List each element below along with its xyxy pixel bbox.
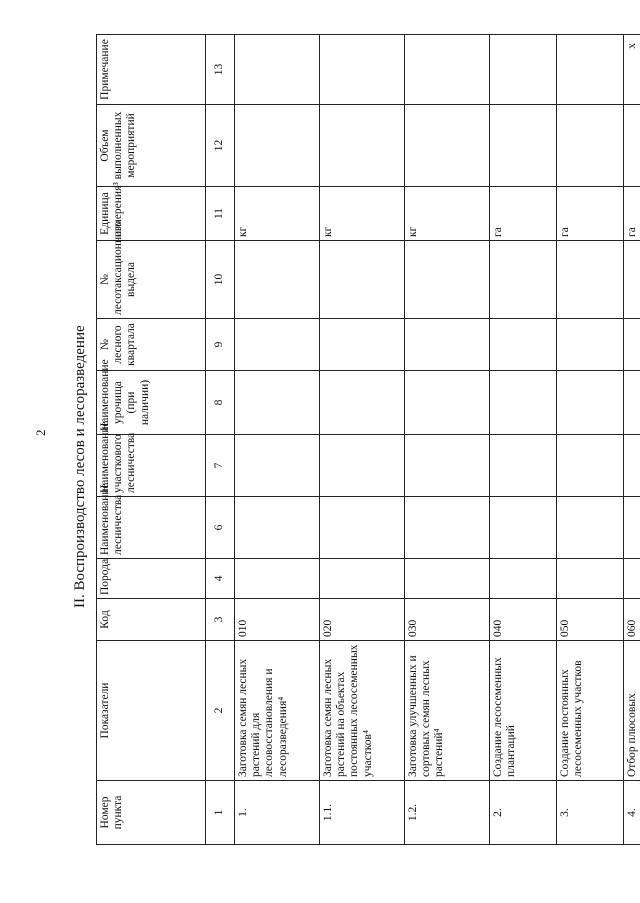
header-cell: № лесного квартала: [97, 319, 206, 371]
column-number: 2: [206, 641, 235, 781]
header-cell: Наименование участкового лесничества: [97, 435, 206, 497]
column-number: 13: [206, 35, 235, 105]
row-note: х: [624, 35, 640, 105]
reforestation-table: [96, 34, 640, 845]
row-note: [320, 35, 405, 105]
column-number: 6: [206, 497, 235, 559]
row-indicator: Заготовка семян лесных растений для лесовосстановления и лесоразведения⁴: [235, 641, 320, 781]
header-cell: Порода: [97, 559, 206, 599]
row-unit: кг: [235, 187, 320, 241]
table-row: [405, 35, 490, 845]
header-cell: Код: [97, 599, 206, 641]
row-code: 030: [405, 599, 490, 641]
column-number: 8: [206, 371, 235, 435]
column-number: 9: [206, 319, 235, 371]
column-number: 7: [206, 435, 235, 497]
row-code: 010: [235, 599, 320, 641]
row-code: 020: [320, 599, 405, 641]
header-cell: Показатели: [97, 641, 206, 781]
row-unit: га: [557, 187, 624, 241]
header-cell: Наименование урочища (при наличии): [97, 371, 206, 435]
header-cell: Единица измерения³: [97, 187, 206, 241]
column-number-row: [206, 35, 235, 845]
row-number: 2.: [490, 781, 557, 845]
table-header-row: [97, 35, 206, 845]
table-row: [320, 35, 405, 845]
row-number: 3.: [557, 781, 624, 845]
row-number: 1.1.: [320, 781, 405, 845]
header-cell: Номер пункта: [97, 781, 206, 845]
column-number: 11: [206, 187, 235, 241]
row-note: [490, 35, 557, 105]
document-sheet: [96, 35, 638, 845]
row-code: 060: [624, 599, 640, 641]
column-number: 12: [206, 105, 235, 187]
header-cell: Наименование лесничества: [97, 497, 206, 559]
row-unit: га: [490, 187, 557, 241]
row-note: [235, 35, 320, 105]
row-number: 1.: [235, 781, 320, 845]
table-row: [235, 35, 320, 845]
table-row: [490, 35, 557, 845]
section-title: II. Воспроизводство лесов и лесоразведение: [72, 325, 88, 608]
row-code: 050: [557, 599, 624, 641]
column-number: 10: [206, 241, 235, 319]
row-unit: кг: [405, 187, 490, 241]
row-unit: га: [624, 187, 640, 241]
row-indicator: Отбор плюсовых: [624, 641, 640, 781]
column-number: 4: [206, 559, 235, 599]
row-indicator: Создание постоянных лесосеменных участков: [557, 641, 624, 781]
table-row: [624, 35, 640, 845]
row-unit: кг: [320, 187, 405, 241]
header-cell: Примечание: [97, 35, 206, 105]
header-cell: № лесотаксационного выдела: [97, 241, 206, 319]
page-number: 2: [33, 429, 48, 436]
rotated-table-wrapper: [96, 35, 638, 845]
row-indicator: Создание лесосеменных плантаций: [490, 641, 557, 781]
row-code: 040: [490, 599, 557, 641]
row-note: [405, 35, 490, 105]
column-number: 1: [206, 781, 235, 845]
row-number: 4.: [624, 781, 640, 845]
table-row: [557, 35, 624, 845]
row-indicator: Заготовка улучшенных и сортовых семян лесных растений⁴: [405, 641, 490, 781]
row-indicator: Заготовка семян лесных растений на объектах постоянных лесосеменных участков⁴: [320, 641, 405, 781]
row-number: 1.2.: [405, 781, 490, 845]
column-number: 3: [206, 599, 235, 641]
row-note: [557, 35, 624, 105]
header-cell: Объем выполненных мероприятий: [97, 105, 206, 187]
